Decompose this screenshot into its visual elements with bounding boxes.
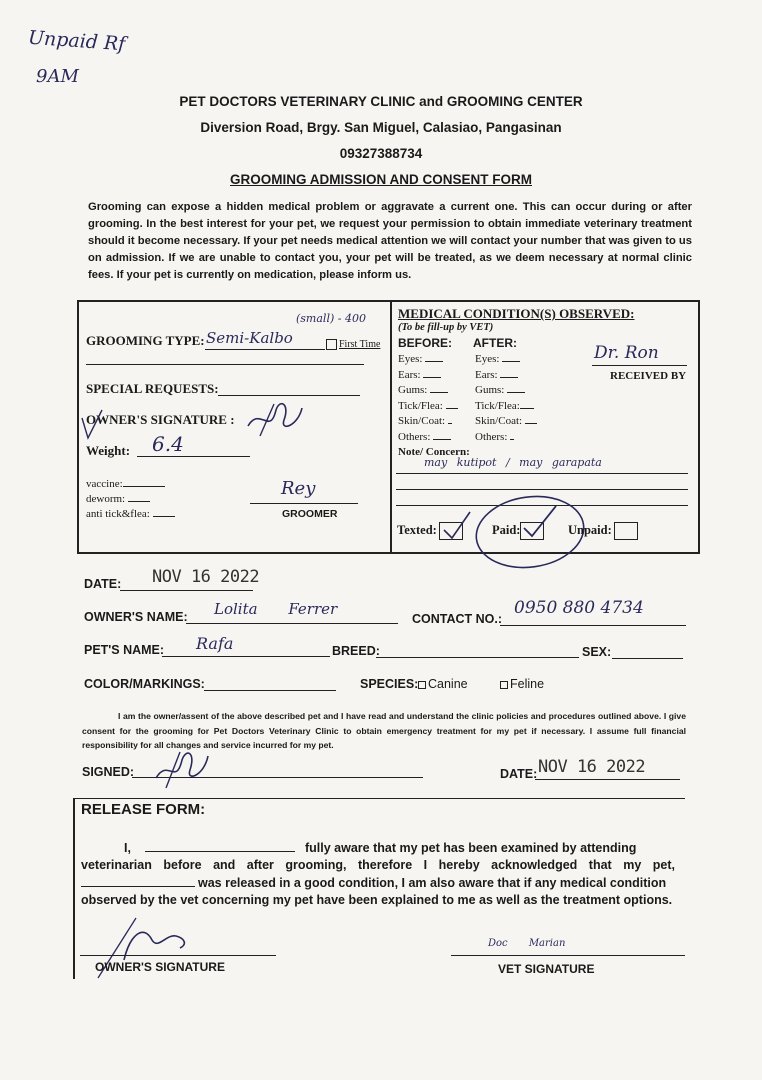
intro-paragraph: Grooming can expose a hidden medical problem or aggravate a current one. This can occur during or after grooming. In the best interest for your pet, we request your permission to obtain immediate veterinary treatment should it become necessary. If your pet needs medical attention we will contact your number that was given to us on admission. If we are unable to contact you, your pet will be treated, as we deem necessary at normal clinic fees. If your pet is currently on medication, please inform us. [88, 201, 692, 281]
after-item-label: Gums: [475, 384, 505, 396]
contact-line [500, 625, 686, 626]
before-item [398, 431, 458, 447]
weight-line [137, 456, 250, 457]
owner-signature-label: OWNER'S SIGNATURE : [86, 412, 235, 427]
clinic-phone: 09327388734 [339, 146, 423, 161]
before-item [398, 415, 458, 431]
owner-signature-mark [240, 396, 310, 442]
release-line1-suffix: fully aware that my pet has been examined by attending [305, 841, 637, 855]
pet-name-value: Rafa [196, 634, 234, 653]
received-by-signature: Dr. Ron [594, 343, 659, 363]
release-line2: veterinarian before and after grooming, therefore I hereby acknowledged that my pet, [81, 858, 675, 872]
first-time-checkbox[interactable] [326, 339, 380, 350]
breed-label: BREED: [332, 644, 380, 658]
note-value: may kutipot / may garapata [424, 456, 602, 469]
canine-label: Canine [428, 677, 468, 691]
received-by-line [592, 365, 687, 366]
before-item-label: Others: [398, 430, 431, 443]
after-item [475, 415, 537, 431]
release-line4: observed by the vet concerning my pet have been explained to me as well as the treatment options. [81, 893, 673, 907]
grooming-type-label: GROOMING TYPE: [86, 333, 205, 348]
special-requests-label: SPECIAL REQUESTS: [86, 381, 219, 396]
owner-signature-consent [150, 744, 216, 790]
grooming-type-note: (small) - 400 [296, 312, 366, 325]
after-item [475, 400, 537, 416]
before-list [398, 353, 458, 446]
after-item-label: Ears: [475, 368, 498, 381]
antitick-label [86, 508, 175, 520]
date-stamp: NOV 16 2022 [152, 567, 260, 587]
grooming-extra-line [86, 364, 364, 365]
contact-value: 0950 880 4734 [514, 598, 644, 618]
note-line-2 [396, 489, 688, 490]
before-item [398, 353, 458, 369]
before-item-label: Eyes: [398, 353, 423, 365]
sex-line [612, 658, 683, 659]
medical-title: MEDICAL CONDITION(S) OBSERVED: [398, 306, 635, 321]
date-label: DATE: [84, 577, 122, 591]
feline-checkbox[interactable] [500, 677, 544, 691]
unpaid-label: Unpaid: [568, 522, 612, 537]
note-line-1 [396, 473, 688, 474]
before-item [398, 384, 458, 400]
after-list [475, 353, 537, 446]
release-line1-prefix: I, [124, 841, 131, 855]
after-item-label: Eyes: [475, 353, 500, 365]
antitick-text: anti tick&flea: [86, 508, 150, 520]
pet-name-label: PET'S NAME: [84, 643, 165, 657]
breed-line [376, 657, 579, 658]
vet-sig-line [451, 955, 685, 956]
feline-label: Feline [510, 677, 545, 691]
handwritten-note-line1: Unpaid Rf [27, 26, 127, 56]
color-line [204, 690, 336, 691]
first-time-label: First Time [339, 339, 381, 350]
after-item-label: Skin/Coat: [475, 415, 523, 427]
owner-name-value: Lolita Ferrer [214, 600, 338, 618]
vet-signature-mark: Doc Marian [488, 938, 566, 949]
deworm-label [86, 493, 150, 505]
weight-label: Weight: [86, 443, 131, 458]
medical-subtitle: (To be fill-up by VET) [398, 322, 494, 333]
signed-date-line [535, 779, 680, 780]
before-item-label: Tick/Flea: [398, 399, 443, 412]
color-label: COLOR/MARKINGS: [84, 677, 205, 691]
after-item [475, 384, 537, 400]
weight-value: 6.4 [152, 432, 184, 456]
vet-sig-label: VET SIGNATURE [498, 962, 595, 976]
signed-date-stamp: NOV 16 2022 [538, 757, 646, 777]
texted-check-icon [440, 510, 474, 540]
grooming-type-value: Semi-Kalbo [206, 329, 293, 347]
deworm-text: deworm: [86, 493, 126, 505]
grooming-type-line [205, 349, 325, 350]
consent-paragraph: I am the owner/assent of the above described pet and I have read and understand the clinic policies and procedures outlined above. I give consent for the grooming for Pet Doctors Veterinary Clinic to obtain emergency treatment for my pet if necessary. I assume full financial responsibility for all changes and service incurred for my pet. [82, 711, 686, 750]
signed-label: SIGNED: [82, 765, 135, 779]
before-item-label: Gums: [398, 384, 428, 396]
paid-label: Paid: [492, 522, 521, 537]
vaccine-label [86, 478, 165, 490]
vaccine-text: vaccine: [86, 478, 123, 490]
after-item-label: Tick/Flea: [475, 399, 520, 412]
unpaid-checkbox[interactable] [568, 522, 638, 540]
before-item [398, 369, 458, 385]
canine-checkbox[interactable] [418, 677, 468, 691]
sex-label: SEX: [582, 645, 612, 659]
date-line [120, 590, 253, 591]
after-item [475, 353, 537, 369]
release-pet-line [81, 886, 195, 887]
check-mark-icon [80, 408, 104, 442]
release-line3-suffix: was released in a good condition, I am also aware that if any medical condition [198, 876, 667, 890]
pet-name-line [162, 656, 330, 657]
after-label: AFTER: [473, 336, 517, 350]
form-title: GROOMING ADMISSION AND CONSENT FORM [230, 172, 532, 187]
signed-date-label: DATE: [500, 767, 538, 781]
note-label: Note/ Concern: [398, 446, 470, 458]
groomer-signature: Rey [281, 478, 316, 499]
release-owner-sig-label: OWNER'S SIGNATURE [95, 960, 225, 974]
clinic-name: PET DOCTORS VETERINARY CLINIC and GROOMING CENTER [179, 94, 583, 109]
contact-label: CONTACT NO.: [412, 612, 503, 626]
received-by-label: RECEIVED BY [610, 370, 687, 382]
species-label: SPECIES: [360, 677, 419, 691]
clinic-address: Diversion Road, Brgy. San Miguel, Calasiao, Pangasinan [200, 120, 562, 135]
after-item [475, 431, 537, 447]
before-label: BEFORE: [398, 336, 452, 350]
owner-name-label: OWNER'S NAME: [84, 610, 188, 624]
handwritten-note-line2: 9AM [36, 66, 79, 87]
owner-name-line [186, 623, 398, 624]
table-divider [390, 300, 392, 554]
before-item [398, 400, 458, 416]
after-item-label: Others: [475, 430, 508, 443]
before-item-label: Ears: [398, 368, 421, 381]
release-name-line [145, 851, 295, 852]
groomer-label: GROOMER [282, 508, 338, 520]
before-item-label: Skin/Coat: [398, 415, 446, 427]
release-title: RELEASE FORM: [81, 801, 206, 818]
groomer-line [250, 503, 358, 504]
after-item [475, 369, 537, 385]
release-owner-sig-line [80, 955, 276, 956]
texted-label: Texted: [397, 522, 437, 537]
